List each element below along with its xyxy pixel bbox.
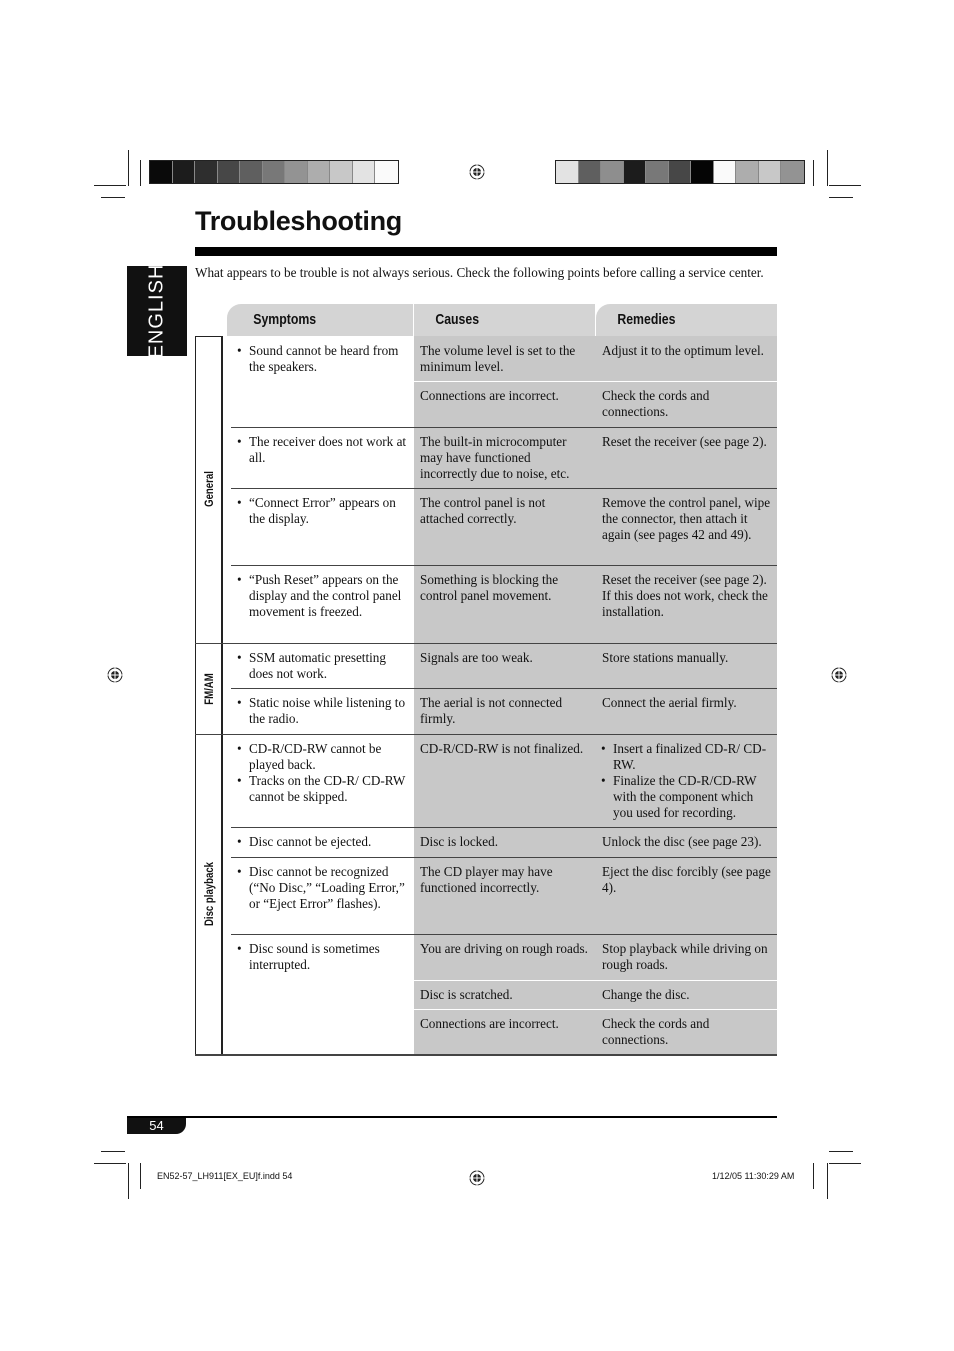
symptom-text: • “Push Reset” appears on the display and the control panel movement is freezed. <box>249 572 408 620</box>
symptom-text: • The receiver does not work at all. <box>249 434 408 466</box>
symptom-text: • Disc cannot be ejected. <box>249 834 408 850</box>
remedy-text: Reset the receiver (see page 2). If this does not work, check the installation. <box>602 572 768 619</box>
table-row <box>231 643 414 682</box>
registration-mark-icon <box>469 164 485 180</box>
cause-text: The volume level is set to the minimum level. <box>420 343 576 374</box>
crop-mark-icon <box>140 160 141 186</box>
crop-mark-icon <box>128 150 129 186</box>
crop-mark-icon <box>140 1163 141 1189</box>
crop-mark-icon <box>829 1163 861 1164</box>
page-title: Troubleshooting <box>195 206 402 236</box>
remedy-list <box>596 734 777 821</box>
header-remedies: Remedies <box>596 304 777 336</box>
symptom-text: • Tracks on the CD-R/ CD-RW cannot be skipped. <box>249 773 408 805</box>
category-label-general: General <box>202 471 216 507</box>
table-row <box>231 336 414 427</box>
footer-timestamp: 1/12/05 11:30:29 AM <box>712 1171 795 1181</box>
symptom-text: • Static noise while listening to the radio. <box>249 695 408 727</box>
remedy-text: Connect the aerial firmly. <box>602 695 737 710</box>
crop-mark-icon <box>827 150 828 186</box>
symptom-text: • “Connect Error” appears on the display. <box>249 495 408 527</box>
cause-text: Disc is locked. <box>420 834 499 849</box>
crop-mark-icon <box>101 197 125 198</box>
registration-mark-icon <box>469 1170 485 1186</box>
language-tab-label: ENGLISH <box>145 263 168 359</box>
table-row <box>231 565 414 620</box>
remedy-text: Change the disc. <box>602 987 690 1002</box>
remedy-text: Check the cords and connections. <box>602 1016 710 1047</box>
header-symptoms: Symptoms <box>227 304 413 336</box>
remedy-text: Adjust it to the optimum level. <box>602 343 764 358</box>
crop-mark-icon <box>94 1163 126 1164</box>
cause-text: Connections are incorrect. <box>420 1016 559 1031</box>
table-row <box>231 857 414 912</box>
remedy-text: Reset the receiver (see page 2). <box>602 434 767 449</box>
crop-mark-icon <box>128 1163 129 1199</box>
crop-mark-icon <box>829 185 861 186</box>
remedy-text: Eject the disc forcibly (see page 4). <box>602 864 771 895</box>
cause-text: The control panel is not attached correctly. <box>420 495 546 526</box>
page-number: 54 <box>127 1118 186 1134</box>
symptom-text: • Disc cannot be recognized (“No Disc,” “Loading Error,” or “Eject Error” flashes). <box>249 864 408 912</box>
crop-mark-icon <box>94 185 126 186</box>
symptom-text: • SSM automatic presetting does not work. <box>249 650 408 682</box>
cause-text: You are driving on rough roads. <box>420 941 588 956</box>
cause-text: Something is blocking the control panel movement. <box>420 572 559 603</box>
remedy-text: Remove the control panel, wipe the connector, then attach it again (see pages 42 and 49). <box>602 495 771 542</box>
cause-text: Disc is scratched. <box>420 987 513 1002</box>
color-calibration-bar-right <box>555 160 805 184</box>
intro-text: What appears to be trouble is not always serious. Check the following points before calling a service center. <box>195 265 764 280</box>
crop-mark-icon <box>813 1163 814 1189</box>
table-row <box>231 688 414 727</box>
cause-text: The built-in microcomputer may have functioned incorrectly due to noise, etc. <box>420 434 570 481</box>
crop-mark-icon <box>829 1151 853 1152</box>
remedy-text: Unlock the disc (see page 23). <box>602 834 762 849</box>
registration-mark-icon <box>107 667 123 683</box>
cause-text: The aerial is not connected firmly. <box>420 695 563 726</box>
title-rule <box>195 247 777 256</box>
footer-file-info: EN52-57_LH911[EX_EU]f.indd 54 <box>157 1171 293 1181</box>
cause-text: Signals are too weak. <box>420 650 533 665</box>
remedy-text: • Finalize the CD-R/CD-RW with the component which you used for recording. <box>613 773 771 821</box>
remedy-text: Stop playback while driving on rough roads. <box>602 941 768 972</box>
symptom-text: • Disc sound is sometimes interrupted. <box>249 941 408 973</box>
symptom-text: • Sound cannot be heard from the speakers. <box>249 343 408 375</box>
crop-mark-icon <box>827 1163 828 1199</box>
table-row <box>231 734 414 805</box>
remedy-text: Check the cords and connections. <box>602 388 710 419</box>
language-tab <box>127 263 187 359</box>
crop-mark-icon <box>813 160 814 186</box>
cause-text: Connections are incorrect. <box>420 388 559 403</box>
cause-text: CD-R/CD-RW is not finalized. <box>420 741 584 756</box>
registration-mark-icon <box>831 667 847 683</box>
category-label-fmam: FM/AM <box>202 673 216 705</box>
category-label-disc-playback: Disc playback <box>202 861 216 927</box>
footer-rule <box>127 1116 777 1118</box>
table-row <box>231 427 414 488</box>
remedy-text: • Insert a finalized CD-R/ CD-RW. <box>613 741 771 773</box>
table-row <box>231 827 414 850</box>
crop-mark-icon <box>829 197 853 198</box>
header-causes: Causes <box>414 304 595 336</box>
table-row <box>231 488 414 527</box>
table-row <box>231 934 414 973</box>
symptom-text: • CD-R/CD-RW cannot be played back. <box>249 741 408 773</box>
table-bottom-border <box>195 1054 777 1056</box>
color-calibration-bar-left <box>149 160 399 184</box>
remedy-text: Store stations manually. <box>602 650 729 665</box>
cause-text: The CD player may have functioned incorrectly. <box>420 864 553 895</box>
crop-mark-icon <box>101 1151 125 1152</box>
